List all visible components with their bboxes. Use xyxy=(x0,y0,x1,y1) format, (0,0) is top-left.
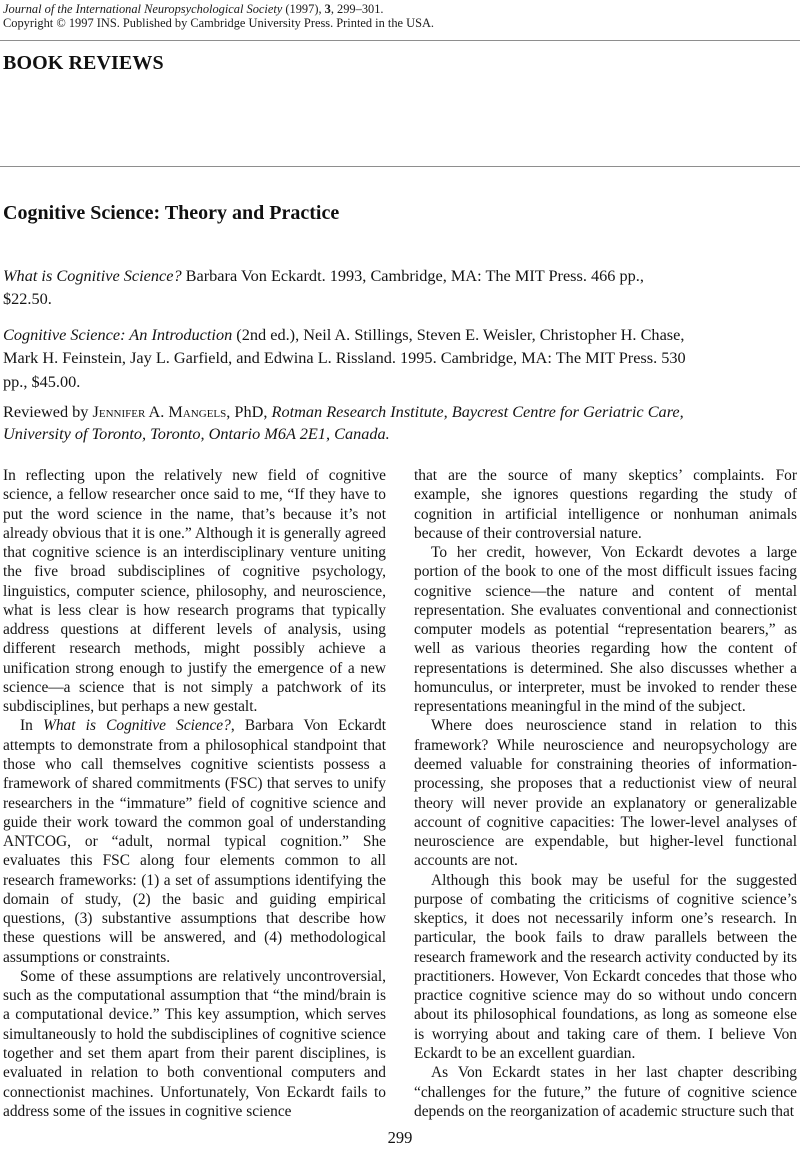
text-run: Where does neuroscience stand in relation to this framework? While neuroscience and neuropsychology are deemed valuable for constraining theories of information-processing, she proposes that a reductionist view of neural theory will never provide an explanatory or generalizable account of cognitive capacities: The lower-level analyses of neuroscience are expendable, but higher-level functional accounts are not. xyxy=(414,717,797,870)
article-divider xyxy=(0,166,800,167)
text-run: 3 xyxy=(324,2,331,16)
text-run: To her credit, however, Von Eckardt devotes a large portion of the book to one of the most difficult issues facing cognitive science—the nature and content of mental representation. She evaluates conventional and connectionist computer models as potential “representation bearers,” as well as various theories regarding how the content of representations is determined. She also discusses whether a homunculus, or interpreter, must be invoked to render these representations meaningful in the mind of the subject. xyxy=(414,544,797,716)
paragraph xyxy=(414,871,797,1064)
masthead xyxy=(3,2,434,31)
text-run: , Barbara Von Eckardt attempts to demonstrate from a philosophical standpoint that those who call themselves cognitive scientists possess a framework of shared commitments (FSC) that serves to unify researchers in the “immature” field of cognitive science and guide their work toward the common goal of understanding ANTCOG, or “adult, normal typical cognition.” She evaluates this FSC along four elements common to all research frameworks: (1) a set of assumptions identifying the domain of study, (2) the basic and guiding empirical questions, (3) substantive assumptions that describe how these questions will be answered, and (4) methodological assumptions or constraints. xyxy=(3,717,386,966)
top-divider xyxy=(0,40,800,41)
left-column xyxy=(3,466,386,1121)
text-run: Cognitive Science: An Introduction xyxy=(3,325,233,344)
book-reference-2 xyxy=(3,323,691,393)
reviewer-byline xyxy=(3,401,691,445)
copyright-line: Copyright © 1997 INS. Published by Cambridge University Press. Printed in the USA. xyxy=(3,16,435,31)
journal-citation xyxy=(3,2,434,16)
section-heading: BOOK REVIEWS xyxy=(3,52,164,74)
text-run: , PhD, xyxy=(226,402,272,421)
text-run: What is Cognitive Science? xyxy=(3,266,182,285)
text-run: Rotman Research Institute, Baycrest Centre for Geriatric Care, University of Toronto, Toronto, Ontario M6A 2E1, Canada. xyxy=(3,402,684,443)
paragraph xyxy=(414,716,797,870)
text-run: Journal of the International Neuropsychological Society xyxy=(3,2,283,16)
paragraph xyxy=(414,543,797,716)
page-number: 299 xyxy=(387,1128,413,1147)
text-run: Although this book may be useful for the suggested purpose of combating the criticisms of cognitive science’s skeptics, it does not necessarily inform one’s research. In particular, the book fails to draw parallels between the research framework and the research activity conducted by its practitioners. However, Von Eckardt concedes that those who practice cognitive science may do so without undo concern about its philosophical foundations, as long as someone else is worrying about and taking care of them. I believe Von Eckardt to be an excellent guardian. xyxy=(414,871,797,1062)
text-run: , 299–301. xyxy=(330,2,384,16)
paragraph xyxy=(3,466,386,716)
paragraph xyxy=(414,1063,797,1121)
page-footer xyxy=(0,1128,800,1148)
text-run: Jennifer A. Mangels xyxy=(92,402,227,421)
text-run: Barbara Von Eckardt. 1993, Cambridge, MA: The MIT Press. 466 pp., $22.50. xyxy=(3,266,644,309)
paragraph xyxy=(3,716,386,966)
text-run: In xyxy=(20,717,43,735)
right-column xyxy=(414,466,797,1121)
text-run: that are the source of many skeptics’ complaints. For example, she ignores questions regarding the study of cognition in artificial intelligence or nonhuman animals because of their controversial nature. xyxy=(414,467,797,542)
review-title: Cognitive Science: Theory and Practice xyxy=(3,202,340,224)
text-run: Some of these assumptions are relatively uncontroversial, such as the computational assumption that “the mind/brain is a computational device.” This key assumption, which serves simultaneously to hold the subdisciplines of cognitive science together and set them apart from their parent disciplines, is evaluated in relation to both conventional computers and connectionist machines. Unfortunately, Von Eckardt fails to address some of the issues in cognitive science xyxy=(3,967,386,1120)
paragraph xyxy=(414,466,797,543)
text-run: (1997), xyxy=(282,2,325,16)
body-columns xyxy=(3,466,797,1121)
text-run: As Von Eckardt states in her last chapter describing “challenges for the future,” the future of cognitive science depends on the reorganization of academic structure such that xyxy=(414,1064,797,1120)
text-run: (2nd ed.), Neil A. Stillings, Steven E. Weisler, Christopher H. Chase, Mark H. Feinstein, Jay L. Garfield, and Edwina L. Rissland. 1995. Cambridge, MA: The MIT Press. 530 pp., $45.00. xyxy=(3,325,686,391)
text-run: In reflecting upon the relatively new field of cognitive science, a fellow researcher once said to me, “If they have to put the word science in the name, that’s because it’s not already obvious that it is one.” Although it is generally agreed that cognitive science is an interdisciplinary venture uniting the five broad subdisciplines of cognitive psychology, linguistics, computer science, philosophy, and neuroscience, what is less clear is how research programs that typically address questions at different levels of analysis, using different research methods, might possibly achieve a unification strong enough to justify the emergence of a new science—a science that is not simply a patchwork of its subdisciplines, but perhaps a new gestalt. xyxy=(3,467,386,716)
text-run: What is Cognitive Science? xyxy=(43,717,231,735)
book-reference-1 xyxy=(3,264,691,311)
text-run: Reviewed by xyxy=(3,402,93,421)
paragraph xyxy=(3,967,386,1121)
